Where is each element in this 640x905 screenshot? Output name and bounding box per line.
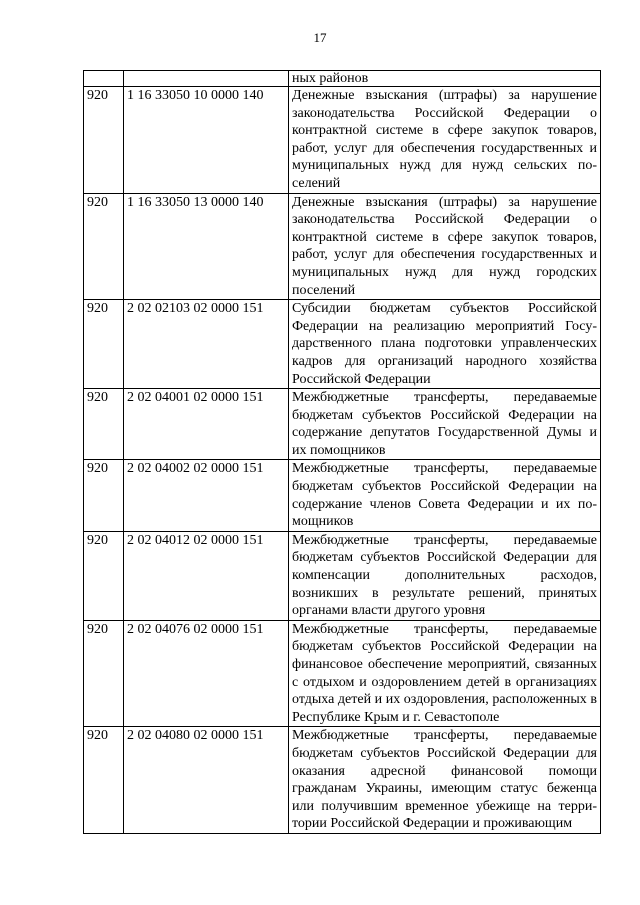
table-row bbox=[84, 460, 601, 531]
admin-code-cell: 920 bbox=[84, 389, 124, 460]
table-row bbox=[84, 193, 601, 300]
admin-code-cell bbox=[84, 71, 124, 87]
budget-code-cell: 2 02 02103 02 0000 151 bbox=[124, 300, 289, 389]
description-cell: Межбюджетные трансферты, передаваемые бюджетам субъектов Российской Федерации на содержание депутатов Государственной Думы и их помощников bbox=[289, 389, 601, 460]
table-row bbox=[84, 727, 601, 834]
table-row bbox=[84, 87, 601, 194]
description-cell: Межбюджетные трансферты, передаваемые бюджетам субъектов Российской Федерации для компенсации дополнительных расходов, возникших в результате решений, принятых органами власти другого уровня bbox=[289, 531, 601, 620]
admin-code-cell: 920 bbox=[84, 531, 124, 620]
table-row bbox=[84, 389, 601, 460]
budget-code-cell: 1 16 33050 10 0000 140 bbox=[124, 87, 289, 194]
table-row bbox=[84, 300, 601, 389]
revenue-codes-table bbox=[83, 70, 601, 834]
description-cell: Денежные взыскания (штрафы) за нарушение законодательства Российской Федерации о контрактной системе в сфере закупок товаров, работ, услуг для обеспечения государственных и муниципальных нужд для нужд сельских поселений bbox=[289, 87, 601, 194]
page-number: 17 bbox=[313, 30, 327, 45]
admin-code-cell: 920 bbox=[84, 300, 124, 389]
admin-code-cell: 920 bbox=[84, 620, 124, 727]
admin-code-cell: 920 bbox=[84, 87, 124, 194]
description-cell: Межбюджетные трансферты, передаваемые бюджетам субъектов Российской Федерации для оказания адресной финансовой помощи гражданам Украины, имеющим статус беженца или получившим временное убежище на территории Российской Федерации и проживающим bbox=[289, 727, 601, 834]
admin-code-cell: 920 bbox=[84, 460, 124, 531]
budget-code-cell: 2 02 04002 02 0000 151 bbox=[124, 460, 289, 531]
description-cell: ных районов bbox=[289, 71, 601, 87]
budget-code-cell bbox=[124, 71, 289, 87]
admin-code-cell: 920 bbox=[84, 193, 124, 300]
budget-code-cell: 2 02 04001 02 0000 151 bbox=[124, 389, 289, 460]
table-row bbox=[84, 620, 601, 727]
description-cell: Межбюджетные трансферты, передаваемые бюджетам субъектов Российской Федерации на содержание членов Совета Федерации и их помощников bbox=[289, 460, 601, 531]
table-row bbox=[84, 531, 601, 620]
budget-code-cell: 2 02 04080 02 0000 151 bbox=[124, 727, 289, 834]
description-cell: Денежные взыскания (штрафы) за нарушение законодательства Российской Федерации о контрактной системе в сфере закупок товаров, работ, услуг для обеспечения государственных и муниципальных нужд для нужд городских поселений bbox=[289, 193, 601, 300]
table-row bbox=[84, 71, 601, 87]
budget-code-cell: 2 02 04076 02 0000 151 bbox=[124, 620, 289, 727]
admin-code-cell: 920 bbox=[84, 727, 124, 834]
description-cell: Межбюджетные трансферты, передаваемые бюджетам субъектов Российской Федерации на финансовое обеспечение мероприятий, связанных с отдыхом и оздоровлением детей в организациях отдыха детей и их оздоровления, расположенных в Республике Крым и г. Севастополе bbox=[289, 620, 601, 727]
budget-code-cell: 2 02 04012 02 0000 151 bbox=[124, 531, 289, 620]
budget-code-cell: 1 16 33050 13 0000 140 bbox=[124, 193, 289, 300]
description-cell: Субсидии бюджетам субъектов Российской Федерации на реализацию мероприятий Государственного плана подготовки управленческих кадров для организаций народного хозяйства Российской Федерации bbox=[289, 300, 601, 389]
